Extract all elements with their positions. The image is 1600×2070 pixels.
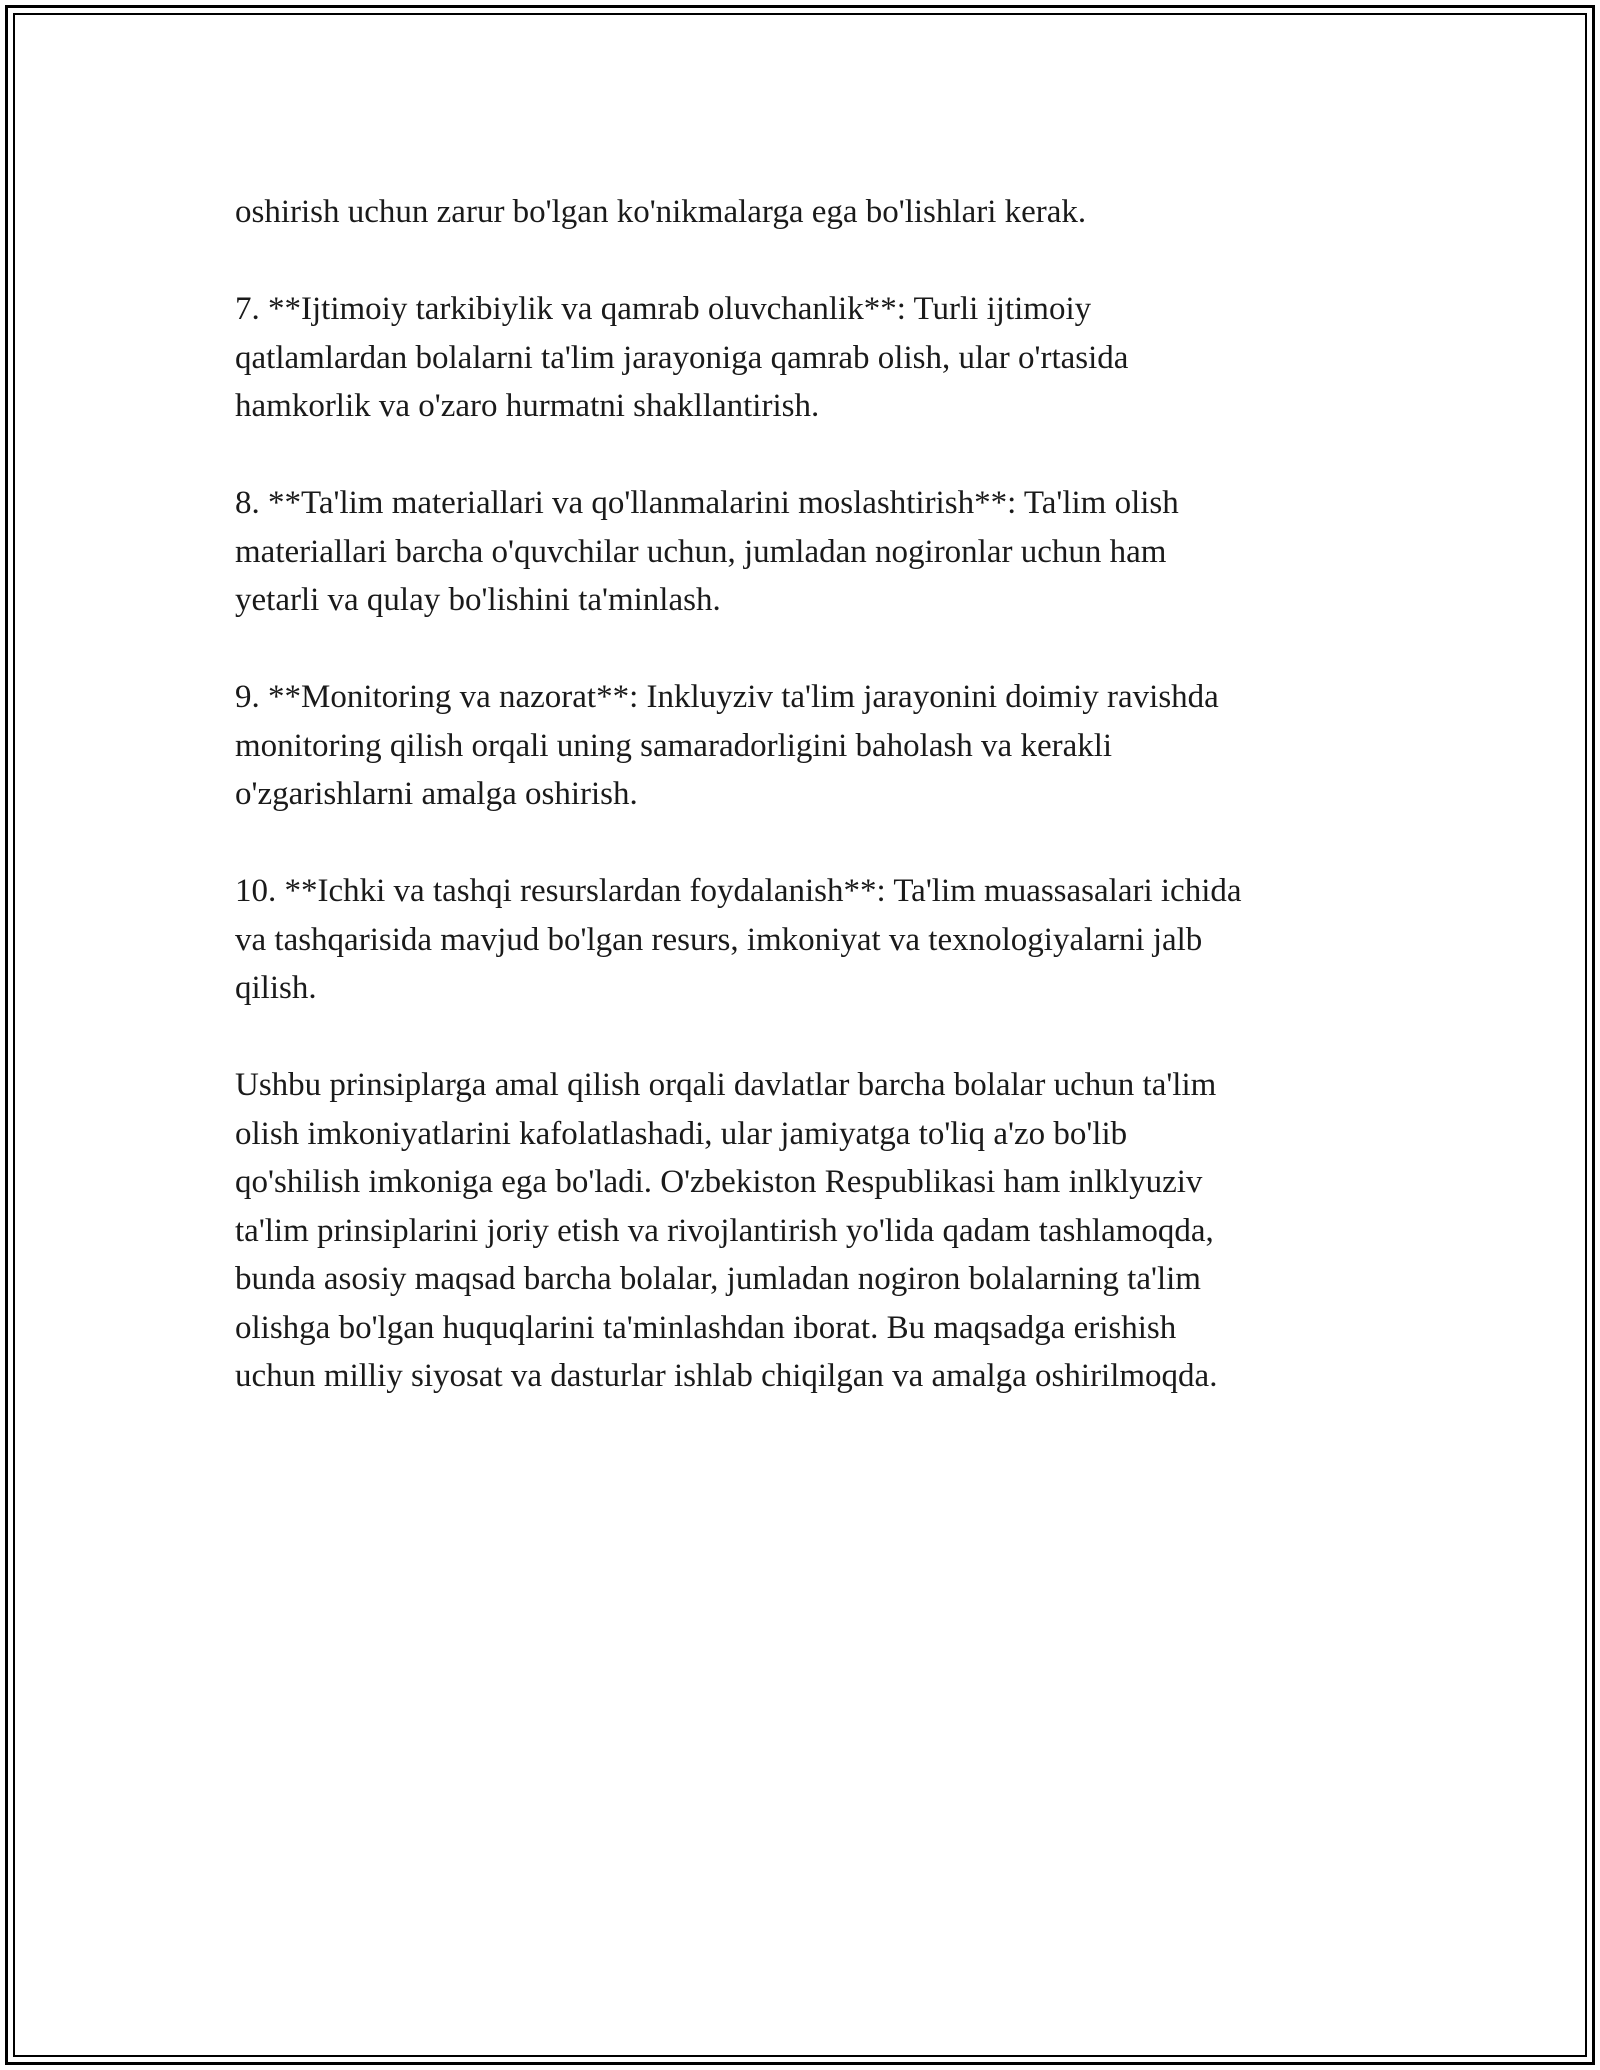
paragraph-continuation: oshirish uchun zarur bo'lgan ko'nikmalarga ega bo'lishlari kerak.: [235, 194, 1087, 230]
list-item-7: 7. **Ijtimoiy tarkibiylik va qamrab oluvchanlik**: Turli ijtimoiy qatlamlardan bolalarni ta'lim jarayoniga qamrab olish, ular o'rtasida hamkorlik va o'zaro hurmatni shakllantirish.: [235, 291, 1129, 424]
closing-paragraph: Ushbu prinsiplarga amal qilish orqali davlatlar barcha bolalar uchun ta'lim olish imkoniyatlarini kafolatlashadi, ular jamiyatga to'liq a'zo bo'lib qo'shilish imkoniga ega bo'ladi. O'zbekiston Respublikasi ham inlklyuziv ta'lim prinsiplarini joriy etish va rivojlantirish yo'lida qadam tashlamoqda, bunda asosiy maqsad barcha bolalar, jumladan nogiron bolalarning ta'lim olishga bo'lgan huquqlarini ta'minlashdan iborat. Bu maqsadga erishish uchun milliy siyosat va dasturlar ishlab chiqilgan va amalga oshirilmoqda.: [235, 1067, 1218, 1394]
list-item-10: 10. **Ichki va tashqi resurslardan foydalanish**: Ta'lim muassasalari ichida va tashqarisida mavjud bo'lgan resurs, imkoniyat va texnologiyalarni jalb qilish.: [235, 873, 1242, 1006]
document-body: [235, 188, 1395, 1449]
list-item-8: 8. **Ta'lim materiallari va qo'llanmalarini moslashtirish**: Ta'lim olish materiallari barcha o'quvchilar uchun, jumladan nogironlar uchun ham yetarli va qulay bo'lishini ta'minlash.: [235, 485, 1179, 618]
list-item-9: 9. **Monitoring va nazorat**: Inkluyziv ta'lim jarayonini doimiy ravishda monitoring qilish orqali uning samaradorligini baholash va kerakli o'zgarishlarni amalga oshirish.: [235, 679, 1219, 812]
